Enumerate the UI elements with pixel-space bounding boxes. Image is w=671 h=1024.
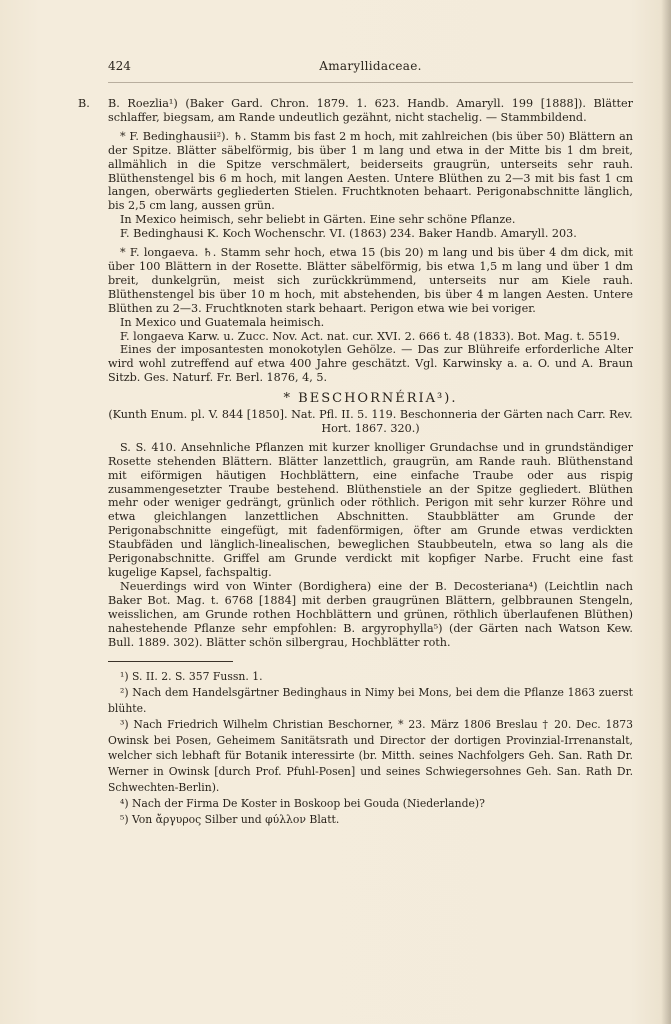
page-content xyxy=(78,59,633,827)
section-marker: B. xyxy=(78,97,90,110)
species-longaeva: * F. longaeva. ♄. Stamm sehr hoch, etwa 15 (bis 20) m lang und bis über 4 dm dick, mit über 100 Blättern in der Rosette. Blätter säbelförmig, bis etwa 1,5 m lang und über 1 dm breit, dunkelgrün, meist sich zurückkrümmend, unterseits nur am Kiele rauh. Blüthenstengel bis über 10 m hoch, mit abstehenden, bis über 4 m langen Aesten. Untere Blüthen zu 2—3. Fruchtknoten stark behaart. Perigon etwa wie bei voriger. xyxy=(108,246,633,315)
section-roezlia xyxy=(78,97,633,125)
genus-citation: (Kunth Enum. pl. V. 844 [1850]. Nat. Pfl. II. 5. 119. Beschonneria der Gärten nach Carr. Rev. Hort. 1867. 320.) xyxy=(108,408,633,435)
genus-heading: * BESCHORNÉRIA³). xyxy=(283,391,458,407)
footnote-4: ⁴) Nach der Firma De Koster in Boskoop bei Gouda (Niederlande)? xyxy=(120,796,485,810)
running-title: Amaryllidaceae. xyxy=(319,59,422,73)
section-roezlia-text: B. Roezlia¹) (Baker Gard. Chron. 1879. 1. 623. Handb. Amaryll. 199 [1888]). Blätter schlaffer, biegsam, am Rande undeutlich gezähnt, nicht stachelig. — Stammbildend. xyxy=(108,97,633,124)
species-bedinghausii: * F. Bedinghausii²). ♄. Stamm bis fast 2 m hoch, mit zahlreichen (bis über 50) Blättern an der Spitze. Blätter säbelförmig, bis über 1 m lang und etwa in der Mitte bis 1 dm breit, allmählich in die Spitze verschmälert, beiderseits graugrün, unterseits sehr rauh. Blüthenstengel bis 6 m hoch, mit langen Aesten. Untere Blüthen zu 2—3 mit bis fast 1 cm langen, oberwärts gegliederten Stielen. Fruchtknoten behaart. Perigonabschnitte länglich, bis 2,5 cm lang, aussen grün. xyxy=(108,129,633,213)
longaeva-reference: F. longaeva Karw. u. Zucc. Nov. Act. nat. cur. XVI. 2. 666 t. 48 (1833). Bot. Mag. t. 5519. xyxy=(120,329,621,343)
longaeva-distribution: In Mexico und Guatemala heimisch. xyxy=(120,315,325,329)
bedinghausii-distribution: In Mexico heimisch, sehr beliebt in Gärten. Eine sehr schöne Pflanze. xyxy=(120,213,516,227)
header-rule xyxy=(108,82,633,83)
page-edge-shadow xyxy=(661,0,671,1024)
longaeva-note: Eines der imposantesten monokotylen Gehölze. — Das zur Blühreife erforderliche Alter wird wohl zutreffend auf etwa 400 Jahre geschätzt. Vgl. Karwinsky a. a. O. und A. Braun Sitzb. Ges. Naturf. Fr. Berl. 1876, 4, 5. xyxy=(108,343,633,385)
footnotes xyxy=(108,669,633,827)
footnote-rule xyxy=(108,661,233,662)
footnote-3: ³) Nach Friedrich Wilhelm Christian Beschorner, * 23. März 1806 Breslau † 20. Dec. 1873 Owinsk bei Posen, Geheimem Sanitätsrath und Director der dortigen Provinzial-Irrenanstalt, welcher sich lebhaft für Botanik interessirte (br. Mitth. seines Nachfolgers Geh. San. Rath Dr. Werner in Owinsk [durch Prof. Pfuhl-Posen] und seines Schwiegersohnes Geh. San. Rath Dr. Schwechten-Berlin). xyxy=(108,717,633,795)
footnote-1: ¹) S. II. 2. S. 357 Fussn. 1. xyxy=(120,670,263,684)
genus-note: Neuerdings wird von Winter (Bordighera) eine der B. Decosteriana⁴) (Leichtlin nach Baker Bot. Mag. t. 6768 [1884] mit derben graugrünen Blättern, gelbbraunen Stengeln, weisslichen, am Grunde rothen Hochblättern und grünen, röthlich überlaufenen Blüthen) nahestehende Pflanze sehr empfohlen: B. argyrophylla⁵) (der Gärten nach Watson Kew. Bull. 1889. 302). Blätter schön silbergrau, Hochblätter roth. xyxy=(108,579,633,649)
footnote-2: ²) Nach dem Handelsgärtner Bedinghaus in Nimy bei Mons, bei dem die Pflanze 1863 zuerst blühte. xyxy=(108,686,633,716)
bedinghausii-reference: F. Bedinghausi K. Koch Wochenschr. VI. (1863) 234. Baker Handb. Amaryll. 203. xyxy=(120,227,577,241)
page-header xyxy=(108,60,633,78)
page-number: 424 xyxy=(108,59,131,73)
genus-description: S. S. 410. Ansehnliche Pflanzen mit kurzer knolliger Grundachse und in grundständiger Rosette stehenden Blättern. Blätter lanzettlich, graugrün, am Rande rauh. Blüthenstand mit eiförmigen häutigen Hochblättern, eine einfache Traube oder aus rispig zusammengesetzter Traube bestehend. Blüthenstiele an der Spitze gegliedert. Blüthen mehr oder weniger gedrängt, grünlich oder röthlich. Perigon mit sehr kurzer Röhre und etwa gleichlangen lanzettlichen Abschnitten. Staubblätter am Grunde der Perigonabschnitte eingefügt, mit fadenförmigen, öfter am Grunde etwas verdickten Staubfäden und länglich-linealischen, beweglichen Staubbeuteln, etwa so lang als die Perigonabschnitte. Griffel am Grunde verdickt mit kopfiger Narbe. Frucht eine fast kugelige Kapsel, fachspaltig. xyxy=(108,440,633,579)
footnote-5: ⁵) Von ἄργυρος Silber und φύλλον Blatt. xyxy=(120,812,340,826)
